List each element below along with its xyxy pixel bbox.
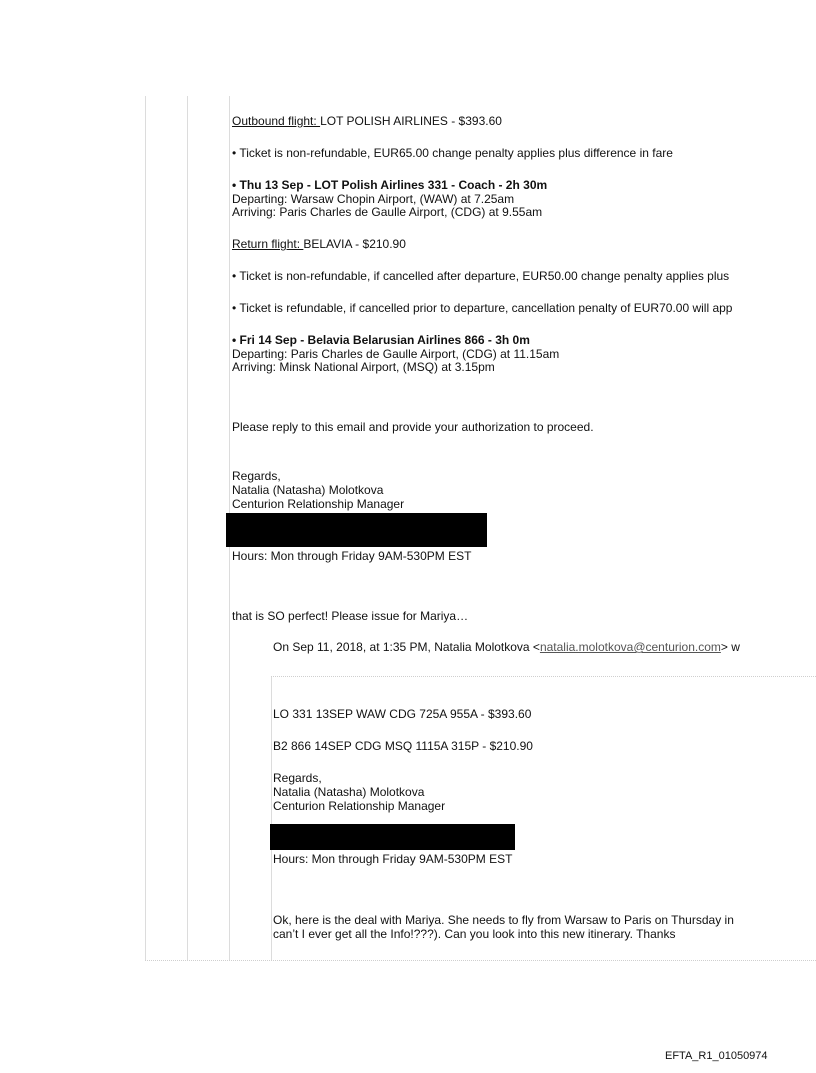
return-label: Return flight: [232,237,304,251]
redaction-block [226,513,487,547]
return-departing: Departing: Paris Charles de Gaulle Airport, (CDG) at 11.15am [232,347,560,361]
outbound-flight: • Thu 13 Sep - LOT Polish Airlines 331 - Coach - 2h 30m [232,178,548,192]
thread-border-left [145,96,146,960]
outbound-arriving: Arriving: Paris Charles de Gaulle Airport, (CDG) at 9.55am [232,205,543,219]
return-arriving: Arriving: Minsk National Airport, (MSQ) at 3.15pm [232,360,495,374]
quoted-name: Natalia (Natasha) Molotkova [273,785,425,799]
quoted-deal-line-1: Ok, here is the deal with Mariya. She needs to fly from Warsaw to Paris on Thursday in [273,913,734,927]
quoted-regards: Regards, [273,771,322,785]
itinerary-line-1: LO 331 13SEP WAW CDG 725A 955A - $393.60 [273,707,532,721]
reply-message: that is SO perfect! Please issue for Mariya… [232,609,469,623]
authorization-request: Please reply to this email and provide your authorization to proceed. [232,420,594,434]
return-refund-note-1: • Ticket is non-refundable, if cancelled after departure, EUR50.00 change penalty applies plus [232,269,730,283]
itinerary-line-2: B2 866 14SEP CDG MSQ 1115A 315P - $210.90 [273,739,533,753]
quoted-title: Centurion Relationship Manager [273,799,446,813]
thread-bottom-divider [145,960,816,961]
sender-email-link[interactable]: natalia.molotkova@centurion.com [539,640,721,654]
return-refund-note-2: • Ticket is refundable, if cancelled prior to departure, cancellation penalty of EUR70.00 will app [232,301,733,315]
return-airline: BELAVIA - $210.90 [303,237,406,251]
outbound-label: Outbound flight: [232,114,321,128]
outbound-refund-note: • Ticket is non-refundable, EUR65.00 change penalty applies plus difference in fare [232,146,673,160]
return-heading [232,238,406,251]
quoted-redaction-block [270,824,515,850]
quoted-deal-line-2: can’t I ever get all the Info!???). Can you look into this new itinerary. Thanks [273,927,676,941]
document-id-footer: EFTA_R1_01050974 [665,1050,768,1062]
outbound-airline: LOT POLISH AIRLINES - $393.60 [320,114,502,128]
quote-border-left [271,676,272,960]
outbound-heading [232,115,502,128]
signature-regards: Regards, [232,469,281,483]
return-flight: • Fri 14 Sep - Belavia Belarusian Airlines 866 - 3h 0m [232,333,530,347]
signature-hours: Hours: Mon through Friday 9AM-530PM EST [232,549,472,563]
quote-header-suffix: > w [720,640,740,654]
quote-header [273,641,740,654]
quote-top-divider [271,676,816,677]
signature-title: Centurion Relationship Manager [232,497,405,511]
quoted-hours: Hours: Mon through Friday 9AM-530PM EST [273,852,513,866]
quote-header-prefix: On Sep 11, 2018, at 1:35 PM, Natalia Molotkova < [273,640,540,654]
signature-name: Natalia (Natasha) Molotkova [232,483,384,497]
thread-border-mid [187,96,188,960]
outbound-departing: Departing: Warsaw Chopin Airport, (WAW) at 7.25am [232,192,515,206]
